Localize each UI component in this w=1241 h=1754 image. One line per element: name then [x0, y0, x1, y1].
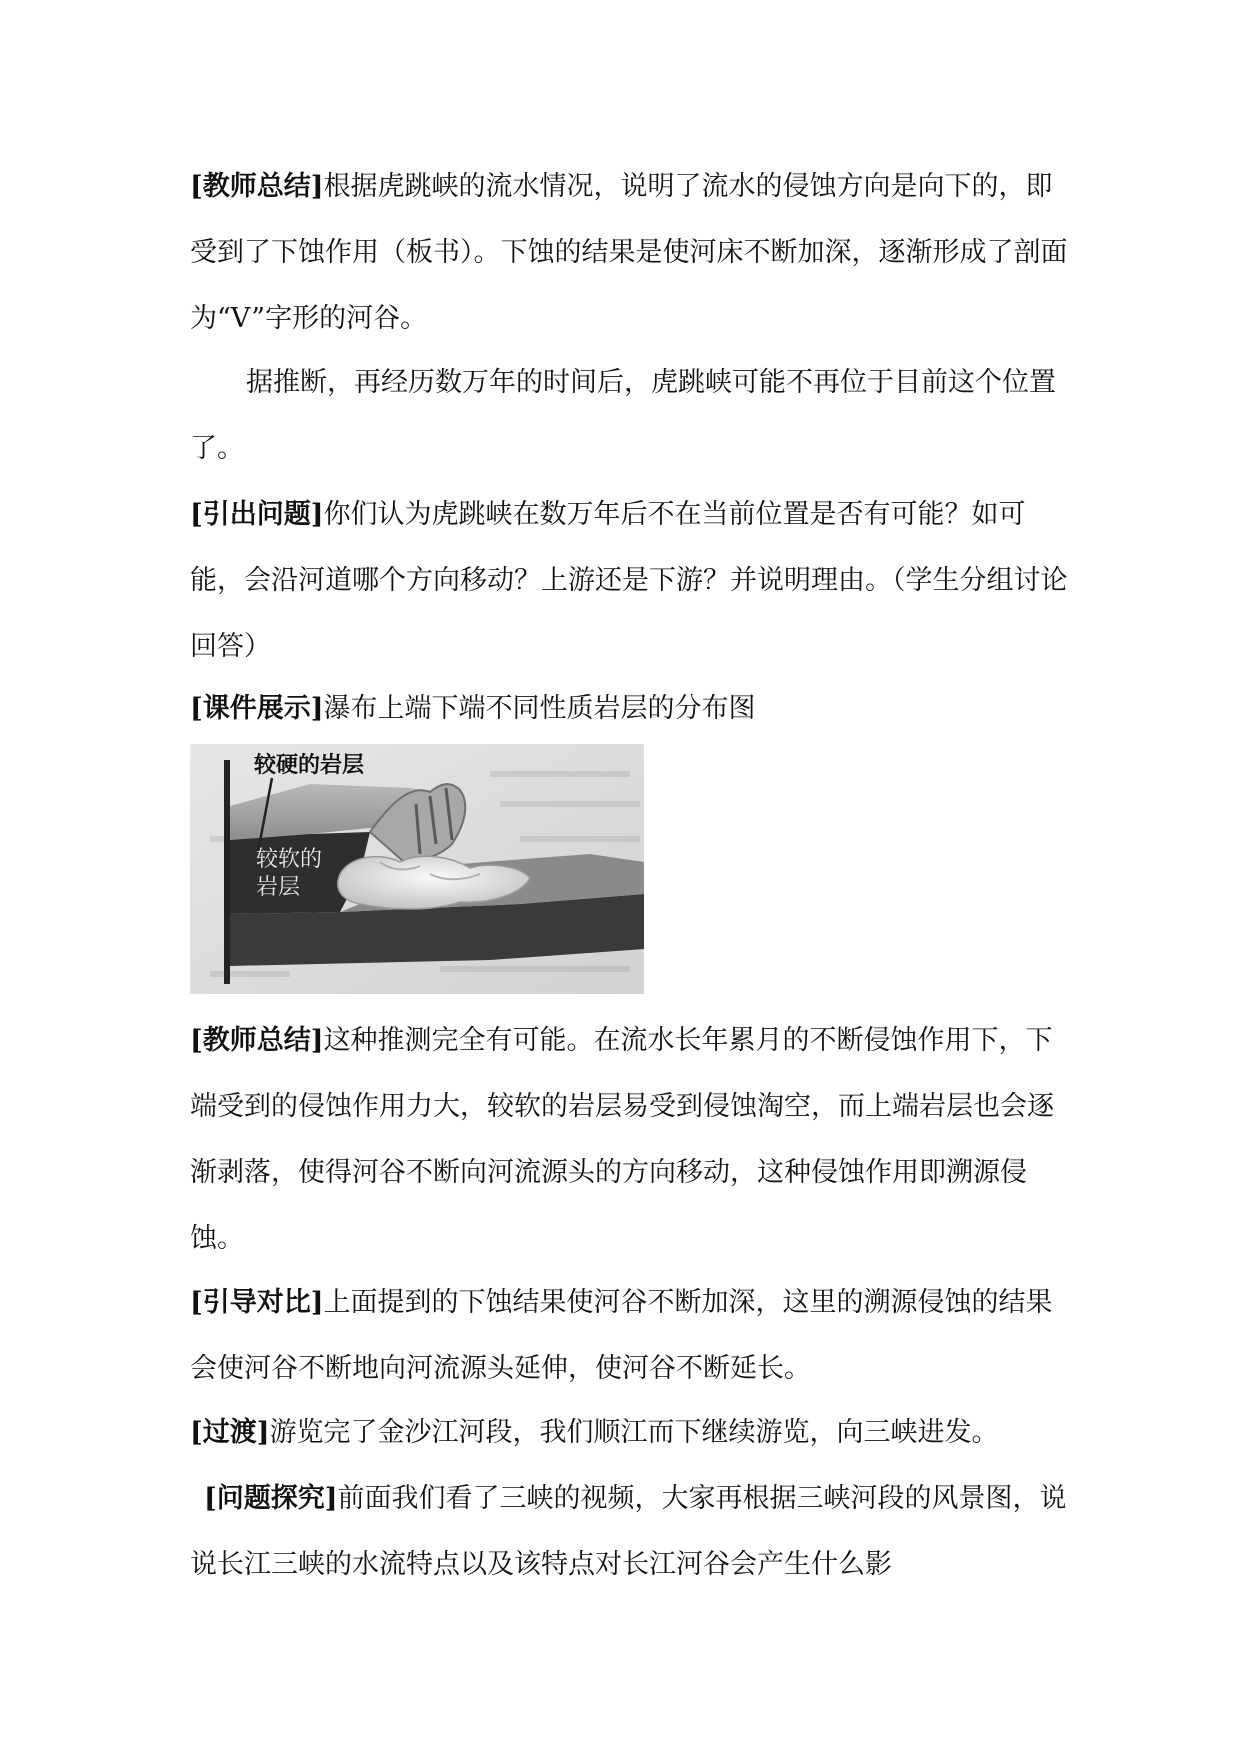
paragraph-text: 这种推测完全有可能。在流水长年累月的不断侵蚀作用下，下端受到的侵蚀作用力大，较软的岩层易受到侵蚀淘空，而上端岩层也会逐渐剥落，使得河谷不断向河流源头的方向移动，这种侵蚀作用即溯源侵蚀。 — [190, 1025, 1054, 1254]
label-soft-rock-line1: 较软的 — [256, 847, 323, 872]
paragraph-transition — [190, 1400, 1070, 1466]
paragraph-tag: [课件展示] — [190, 693, 324, 724]
paragraph-text: 瀑布上端下端不同性质岩层的分布图 — [323, 693, 756, 724]
paragraph-teacher-summary-1 — [190, 154, 1070, 352]
paragraph-text: 前面我们看了三峡的视频，大家再根据三峡河段的风景图，说说长江三峡的水流特点以及该特点对长江河谷会产生什么影 — [190, 1483, 1067, 1580]
paragraph-inference — [190, 350, 1070, 482]
paragraph-text: 上面提到的下蚀结果使河谷不断加深，这里的溯源侵蚀的结果会使河谷不断地向河流源头延伸，使河谷不断延长。 — [190, 1287, 1053, 1384]
label-soft-rock-line2: 岩层 — [256, 875, 301, 900]
waterfall-rock-layers-figure — [190, 744, 644, 994]
paragraph-guided-comparison — [190, 1270, 1070, 1402]
left-border-bar — [224, 760, 230, 984]
label-hard-rock: 较硬的岩层 — [254, 752, 365, 778]
paragraph-tag: [引出问题] — [190, 499, 324, 530]
paragraph-tag: [教师总结] — [190, 171, 324, 202]
paragraph-text: 游览完了金沙江河段，我们顺江而下继续游览，向三峡进发。 — [269, 1417, 999, 1448]
paragraph-tag: [问题探究] — [204, 1483, 338, 1514]
paragraph-tag: [过渡] — [190, 1417, 270, 1448]
paragraph-teacher-summary-2 — [190, 1008, 1070, 1272]
paragraph-tag: [引导对比] — [190, 1287, 324, 1318]
paragraph-raise-question — [190, 482, 1070, 680]
paragraph-text: 据推断，再经历数万年的时间后，虎跳峡可能不再位于目前这个位置了。 — [190, 367, 1056, 464]
paragraph-courseware-display — [190, 676, 1070, 742]
paragraph-tag: [教师总结] — [190, 1025, 324, 1056]
paragraph-text: 根据虎跳峡的流水情况，说明了流水的侵蚀方向是向下的，即受到了下蚀作用（板书）。下蚀的结果是使河床不断加深，逐渐形成了剖面为“V”字形的河谷。 — [190, 171, 1068, 334]
paragraph-text: 你们认为虎跳峡在数万年后不在当前位置是否有可能？如可能，会沿河道哪个方向移动？上游还是下游？并说明理由。（学生分组讨论回答） — [190, 499, 1068, 662]
paragraph-problem-inquiry — [190, 1466, 1070, 1598]
